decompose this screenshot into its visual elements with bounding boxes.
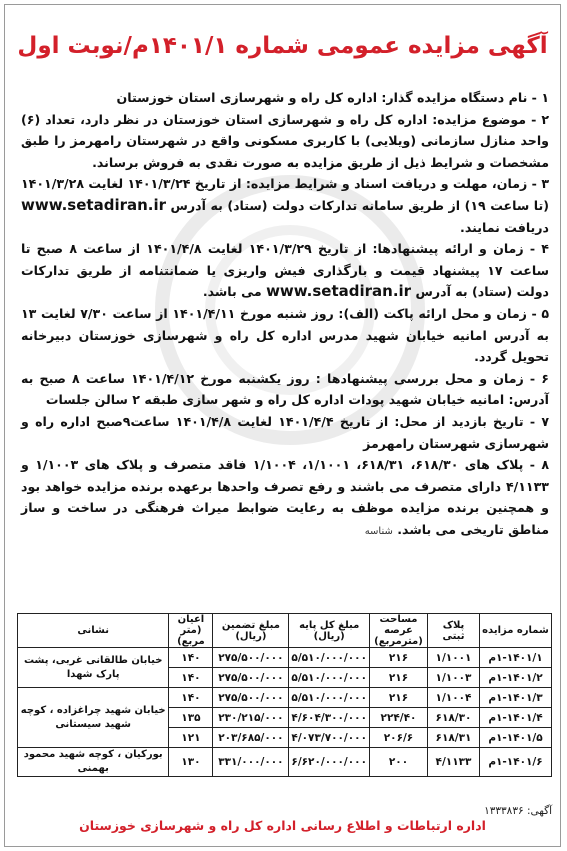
cell-land-area: ۲۰۰ bbox=[370, 748, 428, 777]
item-visit: ۷ - تاریخ بازدید از محل: از تاریخ ۱۴۰۱/۴/۴ لغایت ۱۴۰۱/۴/۸ ساعت۹صبح اداره راه و شهرسازی شهرستان رامهرمز bbox=[21, 413, 549, 451]
header-guarantee: مبلغ تضمین (ریال) bbox=[213, 614, 289, 648]
cell-guarantee: ۲۰۳/۶۸۵/۰۰۰ bbox=[213, 728, 289, 748]
item-organizer: ۱ - نام دستگاه مزایده گذار: اداره کل راه و شهرسازی استان خوزستان bbox=[116, 90, 549, 105]
cell-land-area: ۲۰۶/۶ bbox=[370, 728, 428, 748]
item-documents-tail: دریافت نمایند. bbox=[460, 219, 549, 235]
cell-building: ۱۴۰ bbox=[169, 668, 213, 688]
cell-auction-no: ۱-۱۴۰۱/۱م bbox=[480, 648, 552, 668]
header-address: نشانی bbox=[18, 614, 169, 648]
cell-guarantee: ۳۳۱/۰۰۰/۰۰۰ bbox=[213, 748, 289, 777]
cell-auction-no: ۱-۱۴۰۱/۴م bbox=[480, 708, 552, 728]
item-subject: ۲ - موضوع مزایده: اداره کل راه و شهرسازی استان خوزستان در نظر دارد، تعداد (۶) واحد منازل سازمانی (ویلایی) با کاربری مسکونی واقع در شهرستان رامهرمز را طبق مشخصات و شرایط ذیل از طریق مزایده به صورت نقدی به فروش برساند. bbox=[21, 111, 549, 170]
cell-land-area: ۲۱۶ bbox=[370, 648, 428, 668]
ad-body bbox=[21, 87, 549, 542]
advertisement-page bbox=[4, 4, 561, 847]
item-documents bbox=[21, 173, 549, 238]
cell-building: ۱۲۱ bbox=[169, 728, 213, 748]
item-proposals-tail: می باشد. bbox=[202, 284, 262, 300]
ad-title: آگهی مزایده عمومی شماره ۱۴۰۱/۱م/نوبت اول bbox=[17, 33, 548, 59]
item-plaques-text: ۸ - پلاک های ۶۱۸/۳۰، ۶۱۸/۳۱، ۱/۱۰۰۱، ۱/۱۰۰۴ فاقد متصرف و پلاک های ۱/۱۰۰۳ و ۴/۱۱۳۳ دارای متصرف می باشند و رفع تصرف واحدها برعهده برنده مزایده خواهد بود و همچنین برنده مزایده موظف به رعایت ضوابط میراث فرهنگی در ساخت و ساز مناطق تاریخی می باشد. bbox=[21, 457, 550, 537]
cell-land-area: ۲۱۶ bbox=[370, 668, 428, 688]
item-review: ۶ - زمان و محل بررسی پیشنهادها : روز یکشنبه مورخ ۱۴۰۱/۴/۱۲ ساعت ۸ صبح به آدرس: امانیه خیابان شهید پودات اداره کل راه و شهر سازی طبقه ۲ سالن جلسات bbox=[21, 370, 549, 408]
cell-plaque: ۶۱۸/۳۱ bbox=[428, 728, 480, 748]
cell-plaque: ۶۱۸/۳۰ bbox=[428, 708, 480, 728]
setadiran-link[interactable]: www.setadiran.ir bbox=[266, 282, 412, 301]
item-documents-text: ۳ - زمان، مهلت و دریافت اسناد و شرایط مزایده: از تاریخ ۱۴۰۱/۳/۲۴ لغایت ۱۴۰۱/۳/۲۸ (تا ساعت ۱۹) از طریق سامانه تدارکات دولت (ستاد) به آدرس bbox=[21, 176, 549, 213]
item-plaques-code: شناسه bbox=[364, 525, 393, 537]
cell-base-price: ۵/۵۱۰/۰۰۰/۰۰۰ bbox=[289, 648, 370, 668]
item-proposals-text: ۴ - زمان و ارائه پیشنهادها: از تاریخ ۱۴۰۱/۳/۲۹ لغایت ۱۴۰۱/۴/۸ از ساعت ۸ صبح تا ساعت ۱۷ پیشنهاد قیمت و بارگذاری فیش واریزی یا ضمانتنامه از طریق تدارکات دولت (ستاد) به آدرس bbox=[21, 241, 550, 300]
setadiran-link[interactable]: www.setadiran.ir bbox=[21, 195, 167, 214]
cell-plaque: ۱/۱۰۰۴ bbox=[428, 688, 480, 708]
cell-address: خیابان شهید چراغزاده ، کوچه شهید سیستانی bbox=[18, 688, 169, 748]
cell-base-price: ۵/۵۱۰/۰۰۰/۰۰۰ bbox=[289, 688, 370, 708]
cell-guarantee: ۲۷۵/۵۰۰/۰۰۰ bbox=[213, 668, 289, 688]
cell-auction-no: ۱-۱۴۰۱/۳م bbox=[480, 688, 552, 708]
cell-base-price: ۴/۶۰۴/۳۰۰/۰۰۰ bbox=[289, 708, 370, 728]
cell-auction-no: ۱-۱۴۰۱/۶م bbox=[480, 748, 552, 777]
table-row bbox=[18, 648, 552, 668]
cell-plaque: ۴/۱۱۳۳ bbox=[428, 748, 480, 777]
cell-auction-no: ۱-۱۴۰۱/۲م bbox=[480, 668, 552, 688]
cell-building: ۱۴۰ bbox=[169, 688, 213, 708]
cell-plaque: ۱/۱۰۰۱ bbox=[428, 648, 480, 668]
cell-address: بورکیان ، کوچه شهید محمود بهمنی bbox=[18, 748, 169, 777]
cell-building: ۱۳۰ bbox=[169, 748, 213, 777]
table-row bbox=[18, 688, 552, 708]
header-plaque: پلاک ثبتی bbox=[428, 614, 480, 648]
cell-building: ۱۴۰ bbox=[169, 648, 213, 668]
header-auction-no: شماره مزایده bbox=[480, 614, 552, 648]
item-proposals bbox=[21, 238, 549, 303]
table-header-row bbox=[18, 614, 552, 648]
cell-building: ۱۳۵ bbox=[169, 708, 213, 728]
cell-address: خیابان طالقانی غربی، پشت پارک شهدا bbox=[18, 648, 169, 688]
cell-guarantee: ۲۷۵/۵۰۰/۰۰۰ bbox=[213, 648, 289, 668]
publisher-credit: اداره ارتباطات و اطلاع رسانی اداره کل راه و شهرسازی خوزستان bbox=[79, 818, 486, 833]
cell-auction-no: ۱-۱۴۰۱/۵م bbox=[480, 728, 552, 748]
cell-base-price: ۴/۰۷۳/۷۰۰/۰۰۰ bbox=[289, 728, 370, 748]
auction-table bbox=[17, 613, 552, 777]
table-row bbox=[18, 748, 552, 777]
cell-land-area: ۲۲۴/۴۰ bbox=[370, 708, 428, 728]
cell-land-area: ۲۱۶ bbox=[370, 688, 428, 708]
header-base-price: مبلغ کل پایه (ریال) bbox=[289, 614, 370, 648]
cell-guarantee: ۲۳۰/۲۱۵/۰۰۰ bbox=[213, 708, 289, 728]
cell-base-price: ۵/۵۱۰/۰۰۰/۰۰۰ bbox=[289, 668, 370, 688]
header-land-area: مساحت عرصه (مترمربع) bbox=[370, 614, 428, 648]
cell-plaque: ۱/۱۰۰۳ bbox=[428, 668, 480, 688]
cell-base-price: ۶/۶۲۰/۰۰۰/۰۰۰ bbox=[289, 748, 370, 777]
ad-code: آگهی: ۱۳۳۳۸۳۶ bbox=[484, 805, 552, 817]
header-building: اعیان (متر مربع) bbox=[169, 614, 213, 648]
item-envelope: ۵ - زمان و محل ارائه پاکت (الف): روز شنبه مورخ ۱۴۰۱/۴/۱۱ از ساعت ۷/۳۰ لغایت ۱۳ به آدرس امانیه خیابان شهید مدرس اداره کل راه و شهرسازی خوزستان دبیرخانه تحویل گردد. bbox=[21, 305, 549, 365]
item-plaques bbox=[21, 454, 549, 542]
cell-guarantee: ۲۷۵/۵۰۰/۰۰۰ bbox=[213, 688, 289, 708]
